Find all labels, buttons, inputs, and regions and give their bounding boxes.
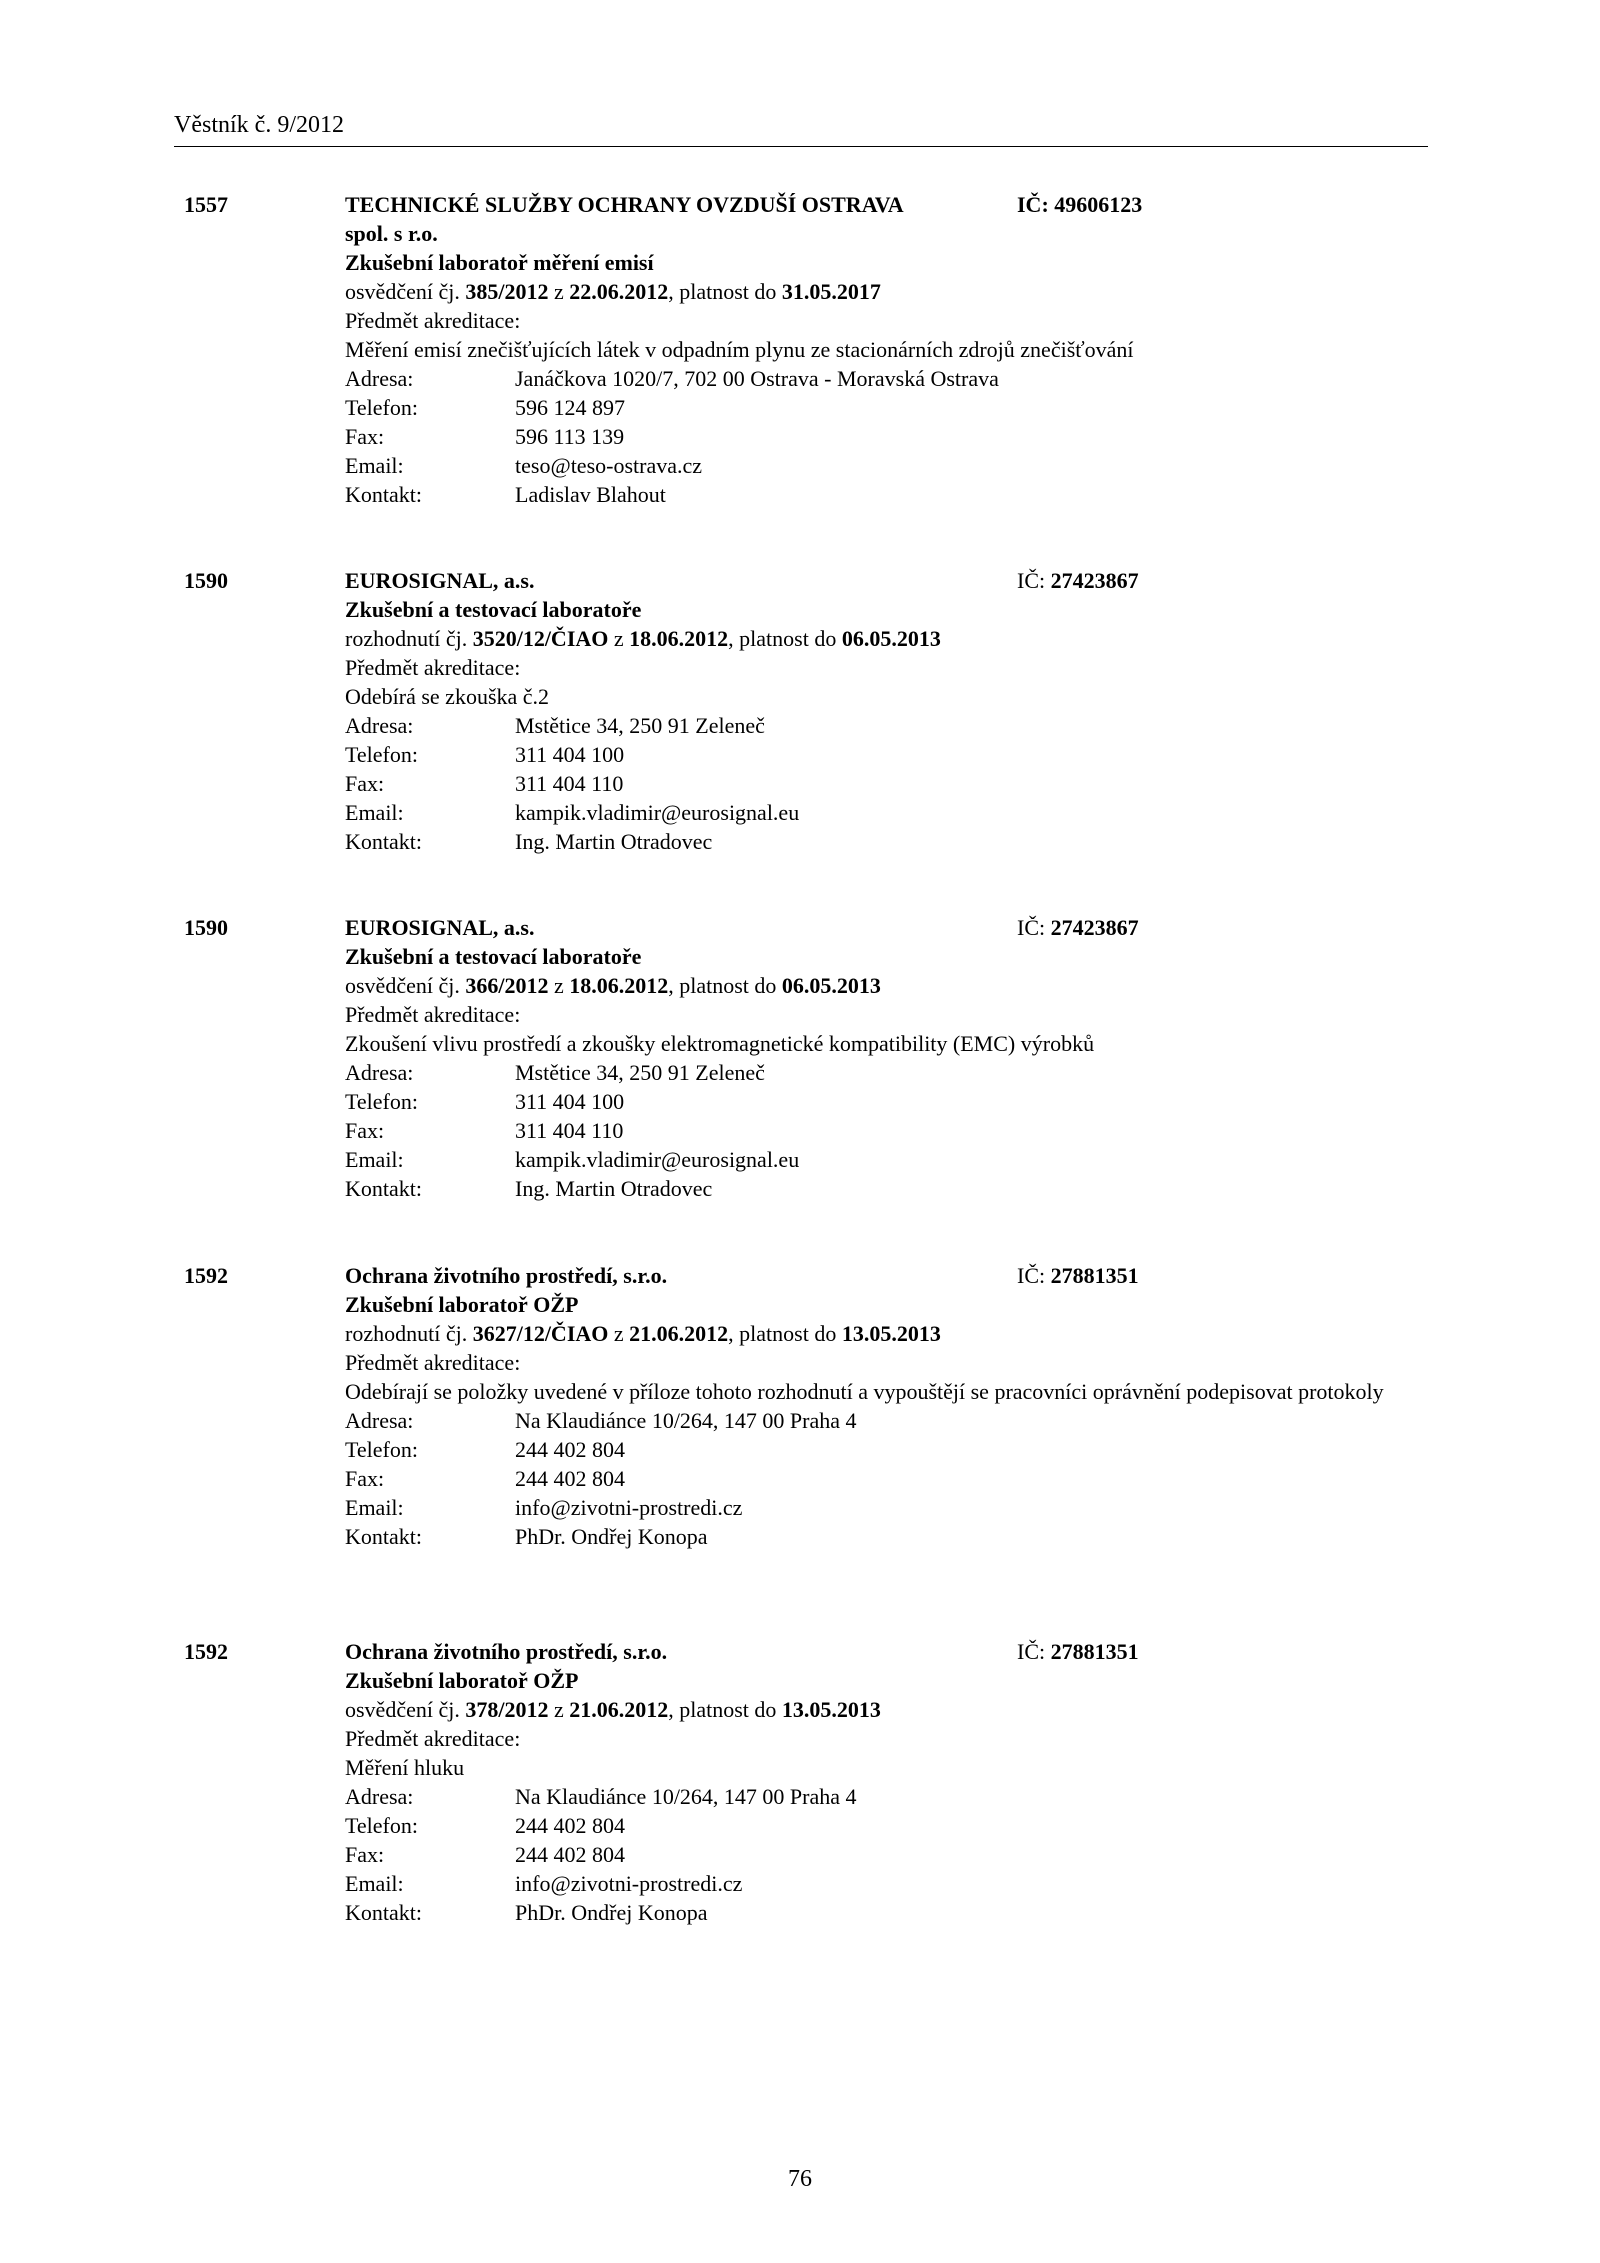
fax-label: Fax: (345, 1118, 385, 1143)
contact-label: Kontakt: (345, 1900, 422, 1925)
email-label: Email: (345, 1871, 404, 1896)
entry-body (345, 1261, 1435, 1551)
entry-body (345, 913, 1435, 1203)
lab-name: Zkušební laboratoř OŽP (345, 1292, 579, 1317)
address-label: Adresa: (345, 1784, 414, 1809)
document-line: osvědčení čj. 378/2012 z 21.06.2012, platnost do 13.05.2013 (345, 1697, 881, 1722)
email-value: teso@teso-ostrava.cz (515, 453, 703, 478)
contact-label: Kontakt: (345, 1524, 422, 1549)
contact-label: Kontakt: (345, 482, 422, 507)
address-value: Mstětice 34, 250 91 Zeleneč (515, 713, 765, 738)
fax-label: Fax: (345, 1466, 385, 1491)
company-name: EUROSIGNAL, a.s. (345, 915, 535, 940)
phone-value: 596 124 897 (515, 395, 625, 420)
subject-label: Předmět akreditace: (345, 1726, 521, 1751)
email-label: Email: (345, 1147, 404, 1172)
address-label: Adresa: (345, 1060, 414, 1085)
subject-text: Odebírají se položky uvedené v příloze tohoto rozhodnutí a vypouštějí se pracovníci oprávnění podepisovat protokoly (345, 1379, 1384, 1404)
ic-field: IČ: 27881351 (1017, 1639, 1139, 1664)
subject-text: Odebírá se zkouška č.2 (345, 684, 550, 709)
email-label: Email: (345, 1495, 404, 1520)
phone-label: Telefon: (345, 1089, 418, 1114)
email-value: info@zivotni-prostredi.cz (515, 1495, 743, 1520)
ic-field: IČ: 27423867 (1017, 915, 1139, 940)
phone-label: Telefon: (345, 1813, 418, 1838)
lab-name: Zkušební laboratoř OŽP (345, 1668, 579, 1693)
subject-text: Zkoušení vlivu prostředí a zkoušky elektromagnetické kompatibility (EMC) výrobků (345, 1031, 1095, 1056)
fax-label: Fax: (345, 424, 385, 449)
address-value: Na Klaudiánce 10/264, 147 00 Praha 4 (515, 1408, 857, 1433)
phone-label: Telefon: (345, 1437, 418, 1462)
document-line: osvědčení čj. 385/2012 z 22.06.2012, platnost do 31.05.2017 (345, 279, 881, 304)
lab-name: Zkušební a testovací laboratoře (345, 597, 642, 622)
phone-label: Telefon: (345, 742, 418, 767)
subject-label: Předmět akreditace: (345, 1350, 521, 1375)
lab-name: Zkušební a testovací laboratoře (345, 944, 642, 969)
phone-value: 244 402 804 (515, 1813, 625, 1838)
email-value: kampik.vladimir@eurosignal.eu (515, 1147, 800, 1172)
company-name: TECHNICKÉ SLUŽBY OCHRANY OVZDUŠÍ OSTRAVA (345, 192, 904, 217)
fax-value: 311 404 110 (515, 771, 624, 796)
lab-name: Zkušební laboratoř měření emisí (345, 250, 654, 275)
address-label: Adresa: (345, 713, 414, 738)
company-name-cont: spol. s r.o. (345, 221, 438, 246)
phone-value: 311 404 100 (515, 742, 625, 767)
page-number: 76 (788, 2166, 812, 2192)
address-label: Adresa: (345, 1408, 414, 1433)
phone-label: Telefon: (345, 395, 418, 420)
email-value: kampik.vladimir@eurosignal.eu (515, 800, 800, 825)
subject-label: Předmět akreditace: (345, 655, 521, 680)
entry-number: 1557 (184, 192, 228, 217)
entry-body (345, 1637, 1435, 1927)
entry-number: 1590 (184, 568, 228, 593)
address-label: Adresa: (345, 366, 414, 391)
contact-value: Ing. Martin Otradovec (515, 1176, 713, 1201)
entry-body (345, 566, 1435, 856)
address-value: Mstětice 34, 250 91 Zeleneč (515, 1060, 765, 1085)
fax-value: 244 402 804 (515, 1842, 625, 1867)
fax-value: 244 402 804 (515, 1466, 625, 1491)
ic-field: IČ: 27423867 (1017, 568, 1139, 593)
fax-label: Fax: (345, 771, 385, 796)
contact-label: Kontakt: (345, 1176, 422, 1201)
email-label: Email: (345, 453, 404, 478)
entry-body (345, 190, 1435, 509)
entry-number: 1592 (184, 1263, 228, 1288)
ic-value: 27881351 (1050, 1639, 1139, 1664)
address-value: Na Klaudiánce 10/264, 147 00 Praha 4 (515, 1784, 857, 1809)
document-line: osvědčení čj. 366/2012 z 18.06.2012, platnost do 06.05.2013 (345, 973, 881, 998)
ic-value: 27423867 (1050, 568, 1139, 593)
email-label: Email: (345, 800, 404, 825)
fax-value: 311 404 110 (515, 1118, 624, 1143)
ic-value: 49606123 (1054, 192, 1143, 217)
ic-value: 27881351 (1050, 1263, 1139, 1288)
subject-text: Měření emisí znečišťujících látek v odpadním plynu ze stacionárních zdrojů znečišťování (345, 337, 1134, 362)
company-name: Ochrana životního prostředí, s.r.o. (345, 1263, 668, 1288)
company-name: EUROSIGNAL, a.s. (345, 568, 535, 593)
document-line: rozhodnutí čj. 3627/12/ČIAO z 21.06.2012, platnost do 13.05.2013 (345, 1321, 941, 1346)
ic-field: IČ: 49606123 (1017, 192, 1143, 217)
entry-number: 1590 (184, 915, 228, 940)
subject-text: Měření hluku (345, 1755, 465, 1780)
header-rule (174, 146, 1428, 147)
contact-label: Kontakt: (345, 829, 422, 854)
contact-value: Ladislav Blahout (515, 482, 666, 507)
ic-value: 27423867 (1050, 915, 1139, 940)
contact-value: Ing. Martin Otradovec (515, 829, 713, 854)
email-value: info@zivotni-prostredi.cz (515, 1871, 743, 1896)
subject-label: Předmět akreditace: (345, 1002, 521, 1027)
company-name: Ochrana životního prostředí, s.r.o. (345, 1639, 668, 1664)
entry-number: 1592 (184, 1639, 228, 1664)
document-line: rozhodnutí čj. 3520/12/ČIAO z 18.06.2012, platnost do 06.05.2013 (345, 626, 941, 651)
subject-label: Předmět akreditace: (345, 308, 521, 333)
address-value: Janáčkova 1020/7, 702 00 Ostrava - Moravská Ostrava (515, 366, 999, 391)
page-header-title: Věstník č. 9/2012 (174, 112, 344, 138)
fax-value: 596 113 139 (515, 424, 625, 449)
fax-label: Fax: (345, 1842, 385, 1867)
ic-field: IČ: 27881351 (1017, 1263, 1139, 1288)
phone-value: 244 402 804 (515, 1437, 625, 1462)
contact-value: PhDr. Ondřej Konopa (515, 1524, 708, 1549)
contact-value: PhDr. Ondřej Konopa (515, 1900, 708, 1925)
phone-value: 311 404 100 (515, 1089, 625, 1114)
